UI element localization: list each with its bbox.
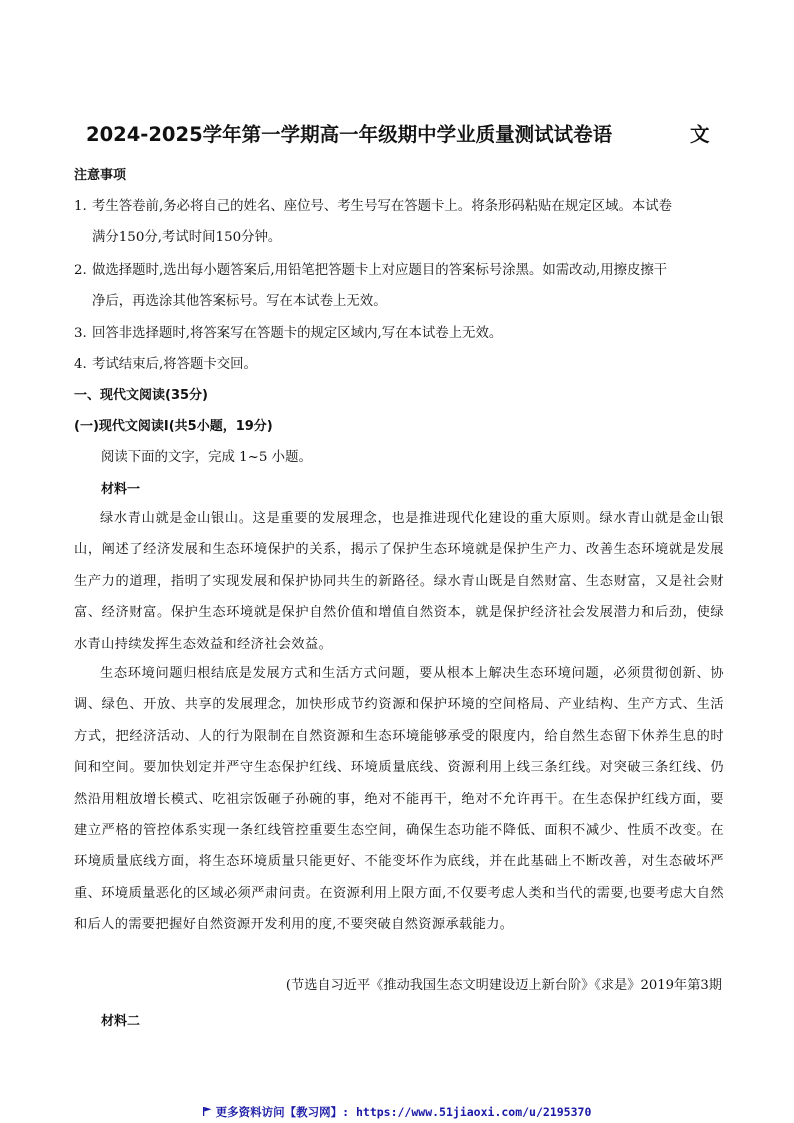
material-two-label: 材料二 <box>101 1014 141 1029</box>
notice-item-text: 回答非选择题时,将答案写在答题卡的规定区域内,写在本试卷上无效。 <box>92 326 503 341</box>
reading-instruction: 阅读下面的文字，完成 1~5 小题。 <box>101 450 312 465</box>
notice-item-2 <box>74 259 667 278</box>
notice-item-number: 3. <box>74 326 87 341</box>
material-one-paragraph-1: 绿水青山就是金山银山。这是重要的发展理念，也是推进现代化建设的重大原则。绿水青山就是金山银山，阐述了经济发展和生态环境保护的关系，揭示了保护生态环境就是保护生产力、改善生态环境就是发展生产力的道理，指明了实现发展和保护协同共生的新路径。绿水青山既是自然财富、生态财富，又是社会财富、经济财富。保护生态环境就是保护自然价值和增值自然资本，就是保护经济社会发展潜力和后劲，使绿水青山持续发挥生态效益和经济社会效益。 <box>74 511 724 652</box>
notice-item-4 <box>74 353 257 372</box>
material-one-label: 材料一 <box>101 482 141 497</box>
notice-heading: 注意事项 <box>74 168 127 183</box>
notice-item-number: 1. <box>74 199 87 214</box>
exam-title <box>86 119 726 147</box>
notice-item-text: 考生答卷前,务必将自己的姓名、座位号、考生号写在答题卡上。将条形码粘贴在规定区域。本试卷 <box>92 199 673 214</box>
notice-item-3 <box>74 322 502 341</box>
notice-item-text: 做选择题时,选出每小题答案后,用铅笔把答题卡上对应题目的答案标号涂黑。如需改动,用擦皮擦干 <box>92 263 668 278</box>
exam-title-subject: 文 <box>690 123 710 146</box>
notice-item-number: 2. <box>74 263 87 278</box>
notice-item-text: 考试结束后,将答题卡交回。 <box>92 357 257 372</box>
subsection-heading: (一)现代文阅读I(共5小题，19分) <box>74 419 273 434</box>
notice-item-1 <box>74 195 672 214</box>
footer-link[interactable]: 更多资料访问【教习网】: https://www.51jiaoxi.com/u/2195370 <box>215 1105 592 1119</box>
notice-item-2-cont: 净后，再选涂其他答案标号。写在本试卷上无效。 <box>92 294 387 309</box>
material-one-paragraph-2: 生态环境问题归根结底是发展方式和生活方式问题，要从根本上解决生态环境问题，必须贯彻创新、协调、绿色、开放、共享的发展理念，加快形成节约资源和保护环境的空间格局、产业结构、生产方式、生活方式，把经济活动、人的行为限制在自然资源和生态环境能够承受的限度内，给自然生态留下休养生息的时间和空间。要加快划定并严守生态保护红线、环境质量底线、资源利用上线三条红线。对突破三条红线、仍然沿用粗放增长模式、吃祖宗饭砸子孙碗的事，绝对不能再干，绝对不允许再干。在生态保护红线方面，要建立严格的管控体系实现一条红线管控重要生态空间，确保生态功能不降低、面积不减少、性质不改变。在环境质量底线方面，将生态环境质量只能更好、不能变坏作为底线，并在此基础上不断改善，对生态破坏严重、环境质量恶化的区域必须严肃问责。在资源利用上限方面,不仅要考虑人类和当代的需要,也要考虑大自然和后人的需要把握好自然资源开发利用的度,不要突破自然资源承载能力。 <box>74 666 724 933</box>
exam-title-main: 2024-2025学年第一学期高一年级期中学业质量测试试卷语 <box>86 123 613 146</box>
footer-banner[interactable] <box>0 1104 794 1120</box>
notice-item-1-cont: 满分150分,考试时间150分钟。 <box>92 230 282 245</box>
notice-item-number: 4. <box>74 357 87 372</box>
section-heading: 一、现代文阅读(35分) <box>74 388 208 403</box>
source-citation: (节选自习近平《推动我国生态文明建设迈上新台阶》《求是》2019年第3期 <box>285 978 722 993</box>
flag-icon <box>203 1107 212 1116</box>
